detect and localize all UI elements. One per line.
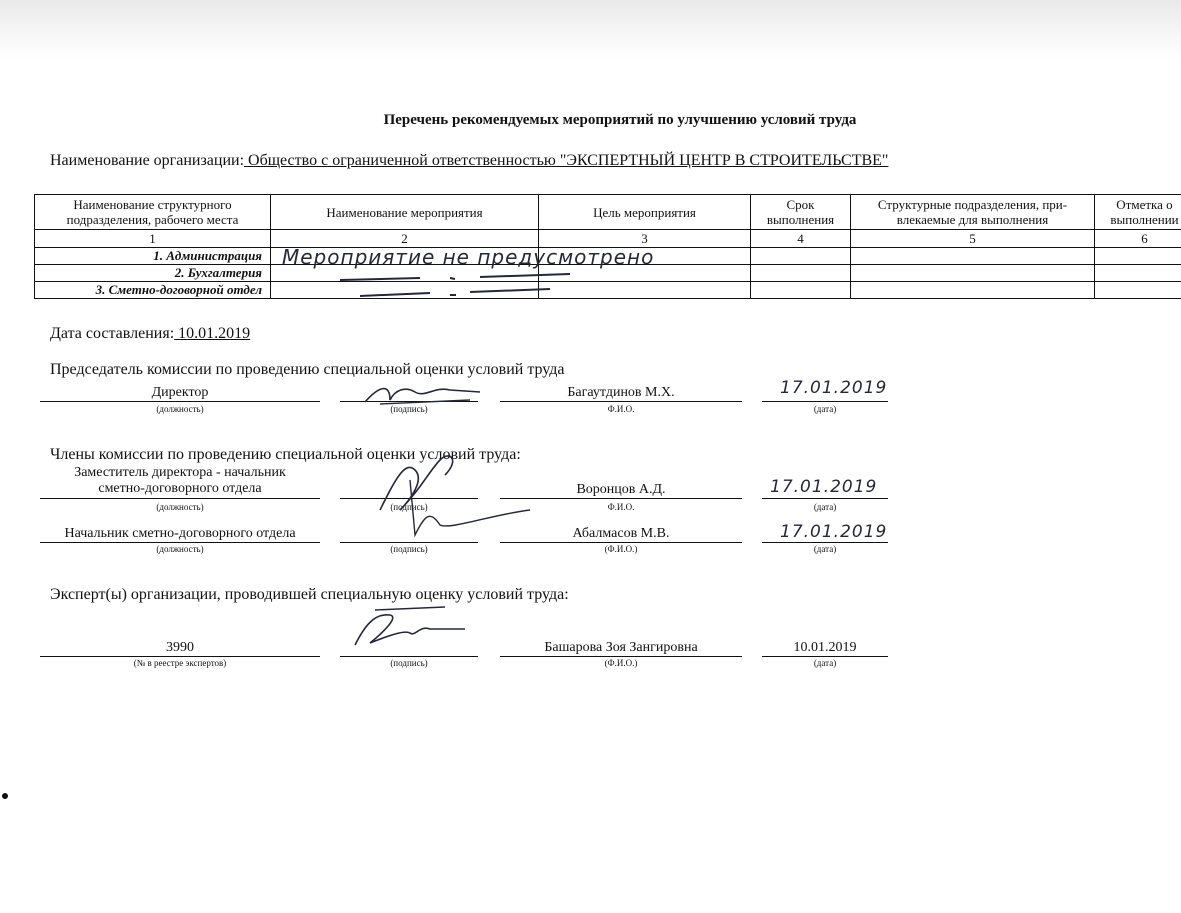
member-2-date: 17.01.2019 <box>780 522 888 542</box>
member-2-position: Начальник сметно-договорного отдела <box>64 526 296 541</box>
header-cell: Наименование мероприятия <box>271 195 539 230</box>
row-label: 3. Сметно-договорной отдел <box>35 282 271 299</box>
date-caption: (дата) <box>813 502 837 512</box>
organization-value: Общество с ограниченной ответственностью "ЭКСПЕРТНЫЙ ЦЕНТР В СТРОИТЕЛЬСТВЕ" <box>244 152 889 169</box>
date-caption: (дата) <box>813 404 837 414</box>
member-1-position: Заместитель директора - начальник сметно-договорного отдела <box>74 465 286 496</box>
registry-caption: (№ в реестре экспертов) <box>133 658 227 668</box>
organization-row <box>50 152 888 170</box>
table-header-row <box>35 195 1181 230</box>
date-caption: (дата) <box>813 544 837 554</box>
column-number: 3 <box>539 230 751 248</box>
chairman-date: 17.01.2019 <box>780 378 888 398</box>
column-number: 1 <box>35 230 271 248</box>
member-1-signature-icon <box>370 440 480 550</box>
signature-caption: (подпись) <box>390 502 428 512</box>
scan-dot <box>2 793 8 799</box>
date-value: 10.01.2019 <box>174 325 251 342</box>
column-number: 4 <box>751 230 851 248</box>
organization-label: Наименование организации: <box>50 152 245 169</box>
chairman-name: Багаутдинов М.Х. <box>567 385 675 400</box>
chairman-position: Директор <box>151 385 209 400</box>
header-cell: Цель мероприятия <box>539 195 751 230</box>
members-heading: Члены комиссии по проведению специальной оценки условий труда: <box>50 446 521 463</box>
document-title: Перечень рекомендуемых мероприятий по улучшению условий труда <box>383 112 857 128</box>
row-label: 1. Администрация <box>35 248 271 265</box>
signature-caption: (подпись) <box>390 658 428 668</box>
expert-signature-icon <box>350 605 470 650</box>
scan-shading <box>0 0 1181 60</box>
fio-caption: (Ф.И.О.) <box>604 658 638 668</box>
date-label: Дата составления: <box>50 325 175 342</box>
member-1-name: Воронцов А.Д. <box>576 482 666 497</box>
chairman-signature-icon <box>360 380 490 410</box>
position-caption: (должность) <box>156 502 204 512</box>
fio-caption: Ф.И.О. <box>607 404 635 414</box>
signature-caption: (подпись) <box>390 404 428 414</box>
signature-caption: (подпись) <box>390 544 428 554</box>
handwritten-dashes <box>330 268 670 298</box>
expert-date: 10.01.2019 <box>793 640 857 655</box>
expert-registry-number: 3990 <box>166 640 194 655</box>
header-cell: Отметка о выполнении <box>1095 195 1181 230</box>
date-caption: (дата) <box>813 658 837 668</box>
member-2-name: Абалмасов М.В. <box>572 526 670 541</box>
expert-name: Башарова Зоя Зангировна <box>544 640 698 655</box>
fio-caption: Ф.И.О. <box>607 502 635 512</box>
expert-heading: Эксперт(ы) организации, проводившей специальную оценку условий труда: <box>50 586 569 603</box>
row-label: 2. Бухгалтерия <box>35 265 271 282</box>
column-number: 6 <box>1095 230 1181 248</box>
header-cell: Структурные подразделения, при-влекаемые для выполнения <box>851 195 1095 230</box>
header-cell: Срок выполнения <box>751 195 851 230</box>
fio-caption: (Ф.И.О.) <box>604 544 638 554</box>
column-number: 2 <box>271 230 539 248</box>
chairman-heading: Председатель комиссии по проведению специальной оценки условий труда <box>50 361 565 378</box>
header-cell: Наименование структурного подразделения, рабочего места <box>35 195 271 230</box>
position-caption: (должность) <box>156 404 204 414</box>
column-number: 5 <box>851 230 1095 248</box>
member-1-date: 17.01.2019 <box>770 477 878 497</box>
handwritten-note: Мероприятие не предусмотрено <box>282 245 655 269</box>
position-caption: (должность) <box>156 544 204 554</box>
date-row <box>50 325 250 343</box>
